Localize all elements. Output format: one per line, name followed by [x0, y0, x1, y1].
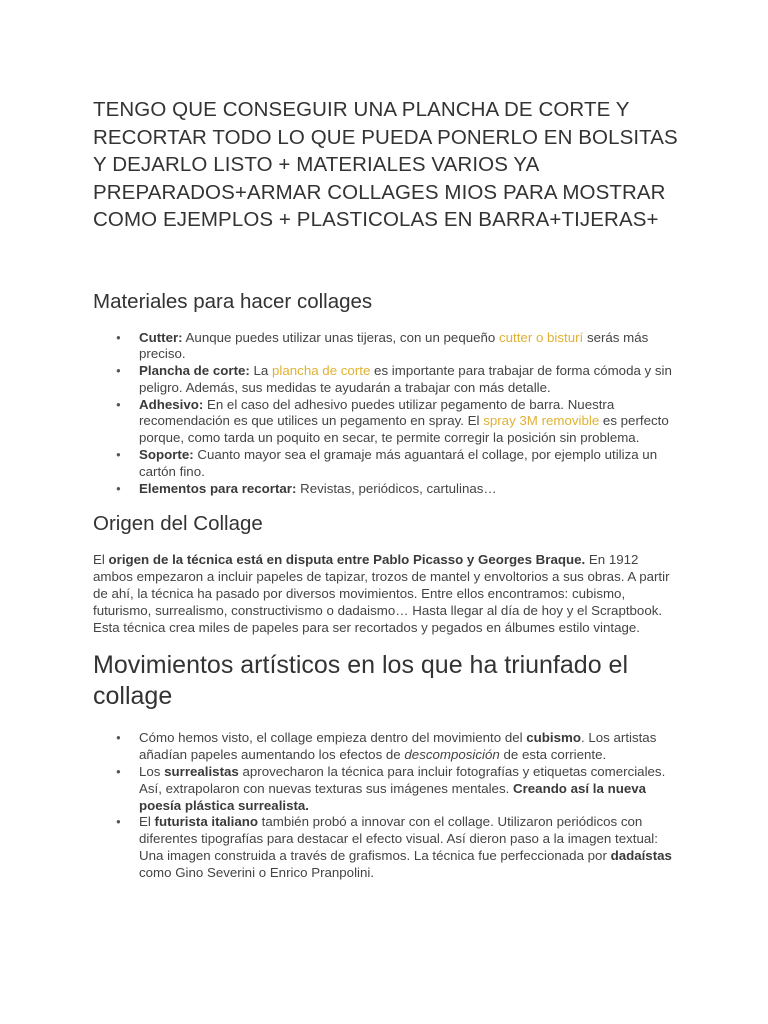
- link-plancha-de-corte[interactable]: plancha de corte: [272, 363, 371, 379]
- italic-descomposicion: descomposición: [404, 747, 500, 763]
- bold-cubismo: cubismo: [526, 730, 581, 746]
- item-text: Los: [139, 764, 165, 780]
- item-text: En el caso del adhesivo puedes utilizar pegamento de barra. Nuestra recomendación es que utilices un pegamento en spray. El: [139, 396, 615, 429]
- origen-bold-text: origen de la técnica está en disputa entre Pablo Picasso y Georges Braque.: [108, 552, 586, 568]
- list-item-surrealistas: [139, 764, 678, 814]
- list-item-elementos: [139, 481, 678, 498]
- list-item-adhesivo: [139, 397, 678, 447]
- item-text: Cómo hemos visto, el collage empieza dentro del movimiento del: [139, 730, 527, 746]
- link-cutter-bisturi[interactable]: cutter o bisturí: [499, 329, 584, 345]
- paragraph-text: El: [93, 552, 109, 568]
- item-text: serás más preciso.: [139, 329, 649, 362]
- term-adhesivo: Adhesivo:: [139, 396, 204, 412]
- item-text: de esta corriente.: [499, 747, 607, 763]
- section-heading-materiales: Materiales para hacer collages: [93, 289, 373, 313]
- item-text: . Los artistas añadían papeles aumentando los efectos de: [139, 730, 657, 763]
- bold-futurista-italiano: futurista italiano: [154, 814, 258, 830]
- movimientos-list: [93, 712, 678, 881]
- list-item-soporte: [139, 447, 678, 481]
- materiales-list: [93, 315, 678, 498]
- term-elementos: Elementos para recortar:: [139, 480, 297, 496]
- list-item-plancha: [139, 363, 678, 397]
- link-spray-3m[interactable]: spray 3M removible: [483, 413, 600, 429]
- term-plancha: Plancha de corte:: [139, 363, 250, 379]
- bold-poesia-plastica: Creando así la nueva poesía plástica surrealista.: [139, 780, 647, 813]
- item-text: El: [139, 814, 155, 830]
- item-text: Revistas, periódicos, cartulinas…: [296, 480, 497, 496]
- item-text: Cuanto mayor sea el gramaje más aguantará el collage, por ejemplo utiliza un cartón fino.: [139, 447, 658, 479]
- paragraph-text: En 1912 ambos empezaron a incluir papeles de tapizar, trozos de mantel y envoltorios a sus obras. A partir de ahí, la técnica ha pasado por diversos movimientos. Entre ellos encontramos: cubismo, futurismo, surrealismo, constructivismo o dadaismo… Hasta llegar al día de hoy y el Scraptbook. Esta técnica crea miles de papeles para ser recortados y pegados en álbumes estilo vintage.: [93, 552, 670, 635]
- list-item-cubismo: [139, 730, 678, 764]
- item-text: es perfecto porque, como tarda un poquito en secar, te permite corregir la posición sin problema.: [139, 413, 669, 446]
- item-text: aprovecharon la técnica para incluir fotografías y etiquetas comerciales. Así, extrapolaron con nuevas texturas sus imágenes mentales.: [139, 764, 666, 796]
- origen-paragraph: [93, 537, 678, 636]
- item-text: también probó a innovar con el collage. Utilizaron periódicos con diferentes tipografías para destacar el efecto visual. Así dieron paso a la imagen textual: Una imagen construida a través de grafismos. La técnica fue perfeccionada por: [139, 814, 658, 864]
- term-cutter: Cutter:: [139, 329, 183, 345]
- list-item-futurista: [139, 814, 678, 881]
- bold-surrealistas: surrealistas: [164, 764, 239, 780]
- term-soporte: Soporte:: [139, 447, 194, 463]
- item-text: como Gino Severini o Enrico Pranpolini.: [139, 864, 375, 880]
- item-text: La: [249, 363, 273, 379]
- list-item-cutter: [139, 330, 678, 364]
- bold-dadaistas: dadaístas: [610, 848, 672, 864]
- top-note: TENGO QUE CONSEGUIR UNA PLANCHA DE CORTE Y RECORTAR TODO LO QUE PUEDA PONERLO EN BOLSITAS Y DEJARLO LISTO + MATERIALES VARIOS YA PREPARADOS+ARMAR COLLAGES MIOS PARA MOSTRAR COMO EJEMPLOS + PLASTICOLAS EN BARRA+TIJERAS+: [93, 98, 678, 231]
- section-heading-movimientos: Movimientos artísticos en los que ha triunfado el collage: [93, 651, 628, 711]
- item-text: Aunque puedes utilizar unas tijeras, con un pequeño: [182, 329, 499, 345]
- item-text: es importante para trabajar de forma cómoda y sin peligro. Además, sus medidas te ayudarán a trabajar con más detalle.: [139, 363, 672, 395]
- section-heading-origen: Origen del Collage: [93, 512, 263, 536]
